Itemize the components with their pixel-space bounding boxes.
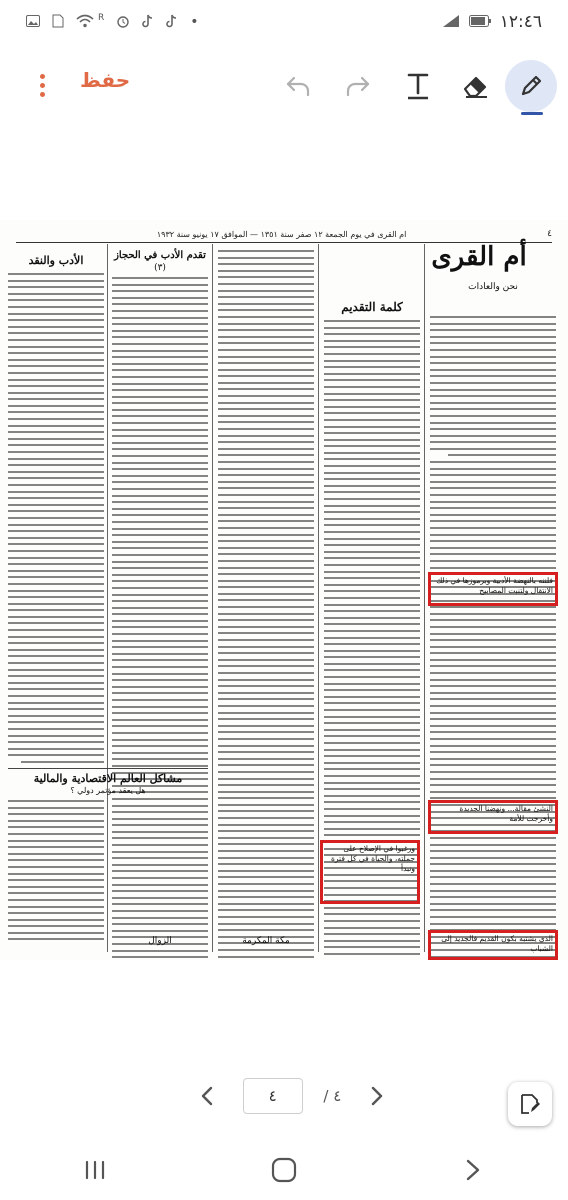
- masthead: أم القرى: [431, 242, 527, 272]
- article-heading: مشاكل العالم الاقتصادية والمالية: [8, 768, 208, 785]
- edit-document-icon: [519, 1093, 541, 1115]
- annotation-text: فلننه بالنهضة الأدبية وبرموزها في ذلك الانتقال ولتنبت المصابيح: [436, 576, 553, 595]
- newspaper-page: [0, 220, 568, 960]
- recent-apps-icon[interactable]: [65, 1150, 125, 1190]
- page-header: [16, 226, 552, 242]
- article-column-econ: [8, 800, 104, 952]
- column-footer: مكة المكرمة: [242, 936, 290, 946]
- article-column-hejaz: [112, 250, 208, 952]
- dot-icon: •: [190, 14, 199, 30]
- save-button[interactable]: حفظ: [80, 68, 131, 92]
- status-right-group: [26, 14, 199, 31]
- edit-annotation-button[interactable]: [508, 1082, 552, 1126]
- status-bar: [0, 0, 568, 44]
- article-heading: تقدم الأدب في الحجاز: [114, 250, 206, 261]
- battery-icon: [469, 15, 491, 30]
- editor-toolbar: [0, 44, 568, 128]
- article-heading: كلمة التقديم: [341, 300, 403, 314]
- page-number-input[interactable]: [243, 1078, 303, 1114]
- annotation-box[interactable]: [320, 840, 420, 904]
- eraser-icon[interactable]: [454, 64, 498, 108]
- annotation-box[interactable]: [428, 572, 558, 606]
- prev-page-icon[interactable]: [192, 1076, 222, 1116]
- article-subheading: هل يعقد مؤتمر دولي ؟: [70, 786, 146, 795]
- redo-icon[interactable]: [336, 64, 380, 108]
- page-navigator: [192, 1076, 392, 1116]
- clock: ١٢:٤٦: [499, 12, 542, 32]
- wifi-badge: R: [98, 12, 105, 23]
- page-total: / ٤: [323, 1087, 342, 1105]
- annotation-box[interactable]: [428, 930, 558, 960]
- overflow-menu-icon[interactable]: [40, 74, 46, 101]
- undo-icon[interactable]: [276, 64, 320, 108]
- wifi-icon: [76, 14, 94, 31]
- article-column: [218, 250, 314, 952]
- annotation-text: النشئ مقالة... ونهضنا الجديدة وأخرجت للأمة: [459, 804, 553, 823]
- system-navigation-bar: [0, 1140, 568, 1200]
- next-page-icon[interactable]: [362, 1076, 392, 1116]
- tiktok-icon: [142, 14, 154, 31]
- active-tool-indicator: [521, 112, 543, 115]
- annotation-box[interactable]: [428, 800, 558, 834]
- image-icon: [26, 15, 40, 30]
- pen-icon[interactable]: [505, 60, 557, 112]
- annotation-text: ورغبوا في الإصلاح على جملته، والحياة في كل فترة ونبدأ: [330, 844, 415, 873]
- home-icon[interactable]: [254, 1150, 314, 1190]
- column-divider: [212, 244, 213, 952]
- article-column-intro: [430, 316, 556, 952]
- tiktok-icon: [166, 14, 178, 31]
- column-footer: الزوال: [148, 936, 172, 946]
- article-number: (٣): [154, 263, 166, 273]
- text-icon[interactable]: [396, 64, 440, 108]
- back-icon[interactable]: [443, 1150, 503, 1190]
- sim-icon: [52, 14, 64, 31]
- signal-icon: [442, 14, 460, 31]
- document-viewer[interactable]: [0, 132, 568, 1044]
- annotation-text: الذي يشتبه بكون القديم فالجديد إلى الشباب: [441, 934, 553, 953]
- column-divider: [318, 244, 319, 952]
- status-left-group: [442, 12, 542, 32]
- column-divider: [107, 244, 108, 952]
- page-number-header: ٤: [547, 229, 552, 239]
- issue-date: ام القرى في يوم الجمعة ١٢ صفر سنة ١٣٥١ — الموافق ١٧ يونيو سنة ١٩٣٢: [156, 229, 407, 239]
- column-divider: [424, 244, 425, 952]
- alarm-icon: [116, 14, 130, 31]
- article-heading: الأدب والنقد: [28, 254, 84, 267]
- article-subheading: نحن والعادات: [468, 282, 518, 292]
